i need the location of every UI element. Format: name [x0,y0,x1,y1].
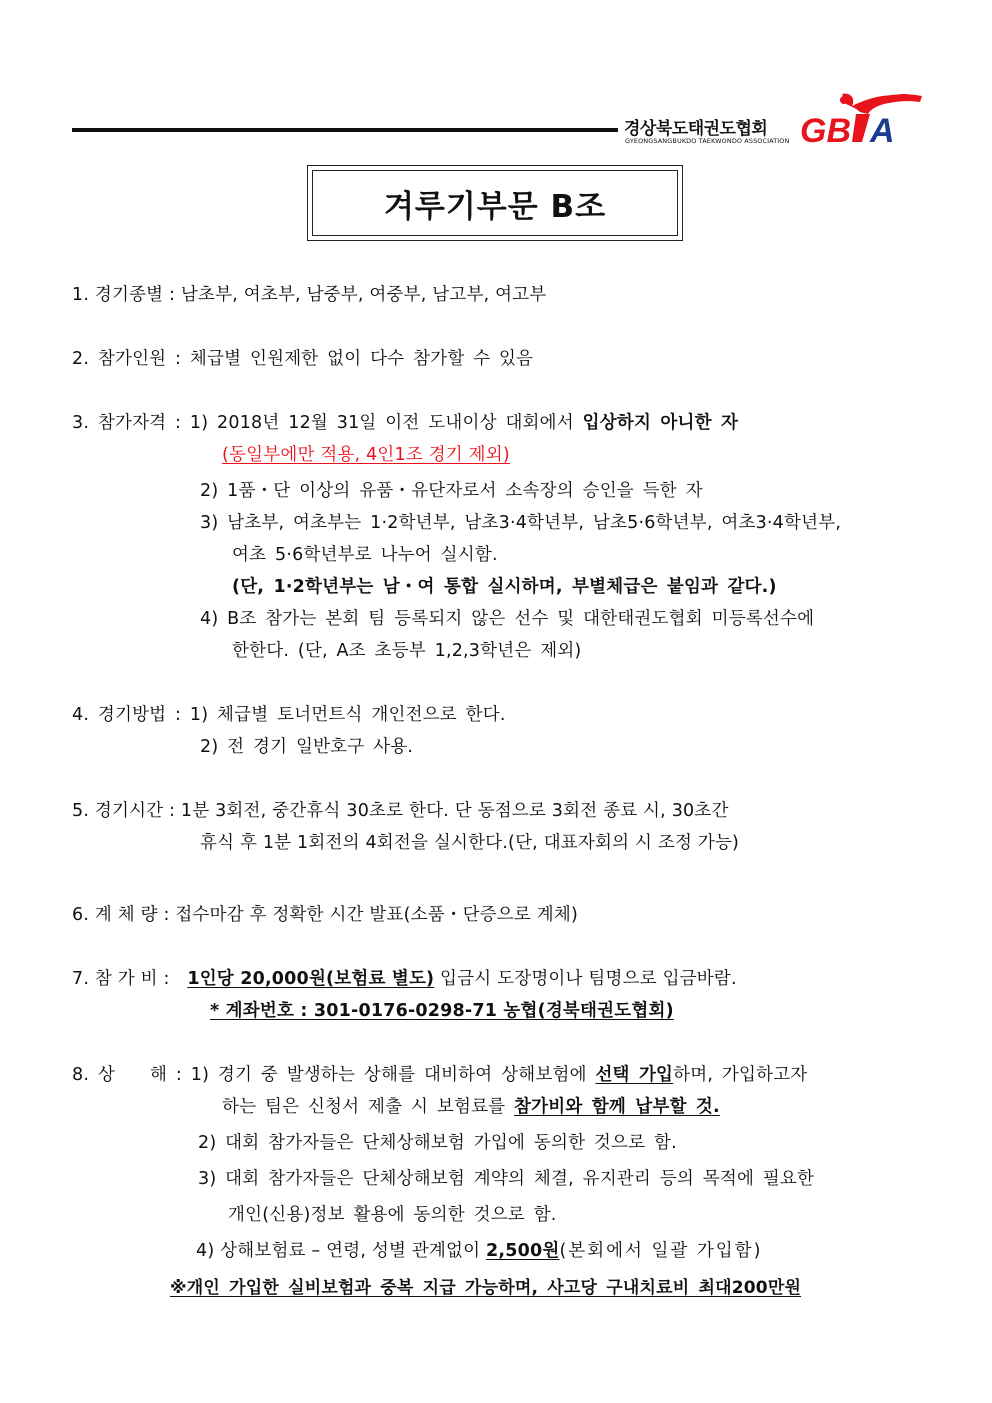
logo-t-shape [852,114,870,142]
logo-a-text: A [870,112,895,148]
section-8-p3b: 개인(신용)정보 활용에 동의한 것으로 함. [228,1205,557,1225]
section-3-p4a: 4) B조 참가는 본회 팀 등록되지 않은 선수 및 대한태권도협회 미등록선수에 [200,609,815,629]
section-4-a: 4. 경기방법 : 1) 체급별 토너먼트식 개인전으로 한다. [72,705,506,725]
section-8-a1-rest: 하며, 가입하고자 [673,1065,808,1085]
logo-kicker-icon [842,94,922,114]
org-name-en: GYEONGSANGBUKDO TAEKWONDO ASSOCIATION [625,137,790,145]
section-5-a: 5. 경기시간 : 1분 3회전, 중간휴식 30초로 한다. 단 동점으로 3회전 종료 시, 30초간 [72,801,729,821]
section-8-a2-bold: 참가비와 함께 납부할 것. [514,1097,720,1117]
header-rule [72,128,618,132]
section-8-note: ※개인 가입한 실비보험과 중복 지급 가능하며, 사고당 구내치료비 최대200만원 [170,1278,802,1298]
section-4-b: 2) 전 경기 일반호구 사용. [200,737,414,757]
section-8-line-p4 [196,1237,762,1262]
section-7-line-1 [72,965,737,990]
section-3-p2: 2) 1품・단 이상의 유품・유단자로서 소속장의 승인을 득한 자 [200,481,703,501]
section-8-p2: 2) 대회 참가자들은 단체상해보험 가입에 동의한 것으로 함. [198,1133,677,1153]
section-8-p3a: 3) 대회 참가자들은 단체상해보험 계약의 체결, 유지관리 등의 목적에 필요한 [198,1169,815,1189]
section-1: 1. 경기종별 : 남초부, 여초부, 남중부, 여중부, 남고부, 여고부 [72,285,547,305]
section-7-label: 7. 참 가 비 : [72,969,176,989]
section-8-p4-bold: 2,500원 [486,1241,560,1261]
section-7-fee-rest: 입금시 도장명이나 팀명으로 입금바람. [434,969,737,989]
section-3-p3b: 여초 5·6학년부로 나누어 실시함. [232,545,498,565]
page-title: 겨루기부문 B조 [312,170,678,236]
title-box [307,165,683,241]
section-2: 2. 참가인원 : 체급별 인원제한 없이 다수 참가할 수 있음 [72,349,534,369]
section-3-red-note: (동일부에만 적용, 4인1조 경기 제외) [222,445,510,465]
section-3-line-1 [72,409,738,434]
section-7-account: * 계좌번호 : 301-0176-0298-71 농협(경북태권도협회) [210,1001,674,1021]
section-3-p3a: 3) 남초부, 여초부는 1·2학년부, 남초3·4학년부, 남초5·6학년부, 여초3·4학년부, [200,513,842,533]
logo-gb-text: GB [800,112,851,148]
section-8-a1: 8. 상 해 : 1) 경기 중 발생하는 상해를 대비하여 상해보험에 [72,1065,596,1085]
section-3-lead: 3. 참가자격 : 1) 2018년 12월 31일 이전 도내이상 대회에서 [72,413,583,433]
section-3-p3c: (단, 1·2학년부는 남・여 통합 실시하며, 부별체급은 붙임과 같다.) [232,577,777,597]
section-3-p4b: 한한다. (단, A조 초등부 1,2,3학년은 제외) [232,641,582,661]
org-name-kr: 경상북도태권도협회 [624,119,768,139]
section-3-lead-bold: 입상하지 아니한 자 [582,413,739,433]
section-5-b: 휴식 후 1분 1회전의 4회전을 실시한다.(단, 대표자회의 시 조정 가능) [200,833,740,853]
section-8-p4-rest: (본회에서 일괄 가입함) [559,1241,763,1261]
section-8-p4: 4) 상해보험료 – 연령, 성별 관계없이 [196,1241,487,1261]
section-8-a1-bold: 선택 가입 [595,1065,674,1085]
gbta-logo [798,92,926,148]
section-8-a2: 하는 팀은 신청서 제출 시 보험료를 [222,1097,515,1117]
section-8-line-1 [72,1061,807,1086]
section-6: 6. 계 체 량 : 접수마감 후 정확한 시간 발표(소품・단증으로 계체) [72,905,578,925]
section-7-fee: 1인당 20,000원(보험료 별도) [187,969,435,989]
section-8-line-2 [222,1093,720,1118]
logo-head-icon [840,96,848,104]
